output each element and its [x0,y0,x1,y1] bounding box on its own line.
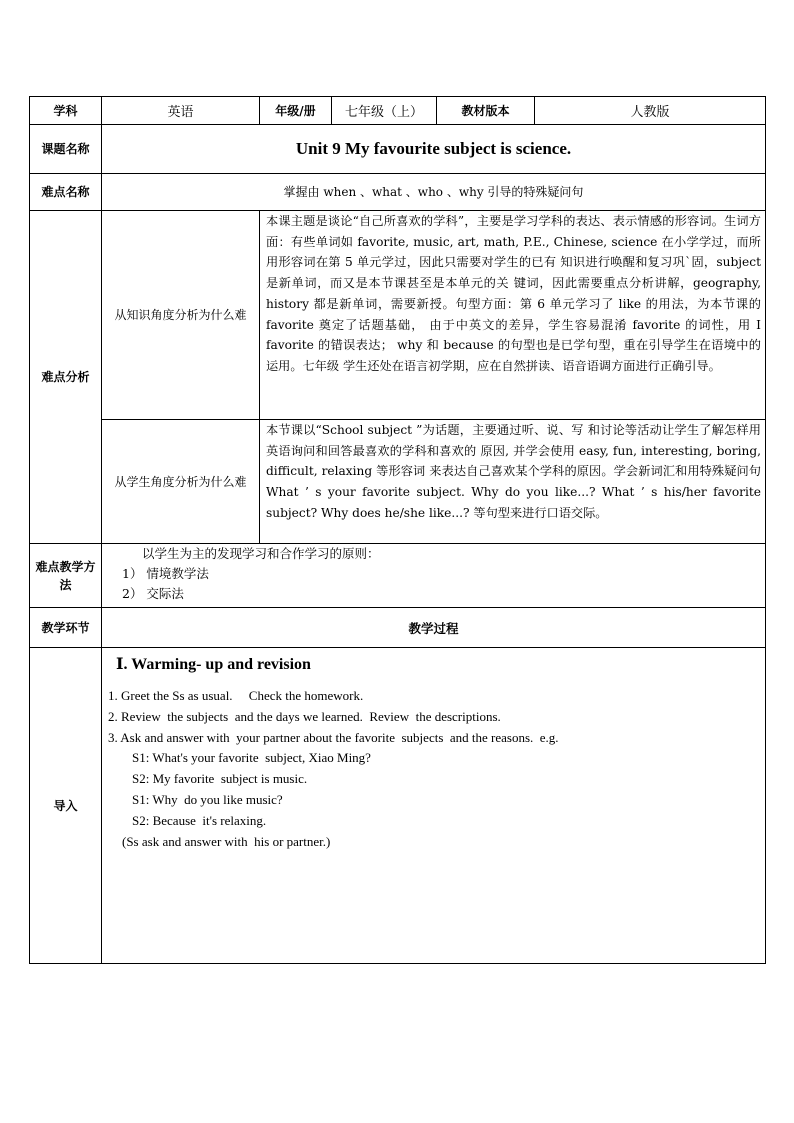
dialogue-line: S1: What's your favorite subject, Xiao Ming? [132,750,371,766]
difficulty-label: 难点名称 [30,174,102,211]
process-label: 教学过程 [102,608,766,648]
intro-row [30,648,766,964]
step-line: 1. Greet the Ss as usual. Check the homework. [108,688,364,703]
textbook-label: 教材版本 [437,97,535,125]
analysis-row-student [30,420,766,544]
grade-value: 七年级（上） [332,97,437,125]
student-angle-text: 本节课以“School subject ”为话题，主要通过听、说、写 和讨论等活动让学生了解怎样用英语询问和回答最喜欢的学科和喜欢的 原因, 并学会使用 easy, fun, interesting, boring, difficult, relaxing 等形容词 来表达自己喜欢某个学科的原因。学会新词汇和用特殊疑问句 What ’ s your favorite subject. Why do you like...? What ’ s his/her favorite subject? Why does he/she like...? 等句型来进行口语交际。 [260,420,766,544]
difficulty-row [30,174,766,211]
note-line: (Ss ask and answer with his or partner.) [122,833,331,849]
header-row [30,97,766,125]
subject-value: 英语 [102,97,260,125]
method-intro: 以学生为主的发现学习和合作学习的原则： [142,546,380,561]
dialogue-line: S2: Because it's relaxing. [132,812,267,828]
topic-title: Unit 9 My favourite subject is science. [102,125,766,174]
subject-label: 学科 [30,97,102,125]
method-item: 2） 交际法 [122,586,184,601]
method-content [102,544,766,608]
dialogue-line: S2: My favorite subject is music. [132,771,308,787]
analysis-row-knowledge [30,211,766,420]
method-label: 难点教学方法 [30,544,102,608]
grade-label: 年级/册 [260,97,332,125]
section-heading: Ⅰ. Warming- up and revision [116,656,311,673]
knowledge-angle-label: 从知识角度分析为什么难 [102,211,260,420]
intro-label: 导入 [30,648,102,964]
difficulty-value: 掌握由 when 、what 、who 、why 引导的特殊疑问句 [102,174,766,211]
process-stage-label: 教学环节 [30,608,102,648]
step-line: 3. Ask and answer with your partner about the favorite subjects and the reasons. e.g. [108,729,559,745]
method-item: 1） 情境教学法 [122,566,209,581]
student-angle-label: 从学生角度分析为什么难 [102,420,260,544]
lesson-plan-table [29,96,766,964]
knowledge-angle-text: 本课主题是谈论“自己所喜欢的学科”，主要是学习学科的表达、表示情感的形容词。生词方面：有些单词如 favorite, music, art, math, P.E., Chinese, science 在小学学过，而所用形容词在第 5 单元学过，因此只需要对学生的已有 知识进行唤醒和复习巩`固，subject 是新单词，而又是本节课甚至是本单元的关 键词，因此需要重点分析讲解，geography, history 都是新单词，需要新授。句型方面：第 6 单元学习了 like 的用法，为本节课的 favorite 奠定了话题基础， 由于中英文的差异，学生容易混淆 favorite 的词性，用 I favorite 的错误表达； why 和 because 的句型也是已学句型，重在引导学生在语境中的运用。七年级 学生还处在语言初学期，应在自然拼读、语音语调方面进行正确引导。 [260,211,766,420]
process-header-row [30,608,766,648]
step-line: 2. Review the subjects and the days we learned. Review the descriptions. [108,708,501,724]
topic-label: 课题名称 [30,125,102,174]
intro-content [102,648,766,964]
topic-row [30,125,766,174]
dialogue-line: S1: Why do you like music? [132,791,283,807]
analysis-label: 难点分析 [30,211,102,544]
textbook-value: 人教版 [535,97,766,125]
method-row [30,544,766,608]
